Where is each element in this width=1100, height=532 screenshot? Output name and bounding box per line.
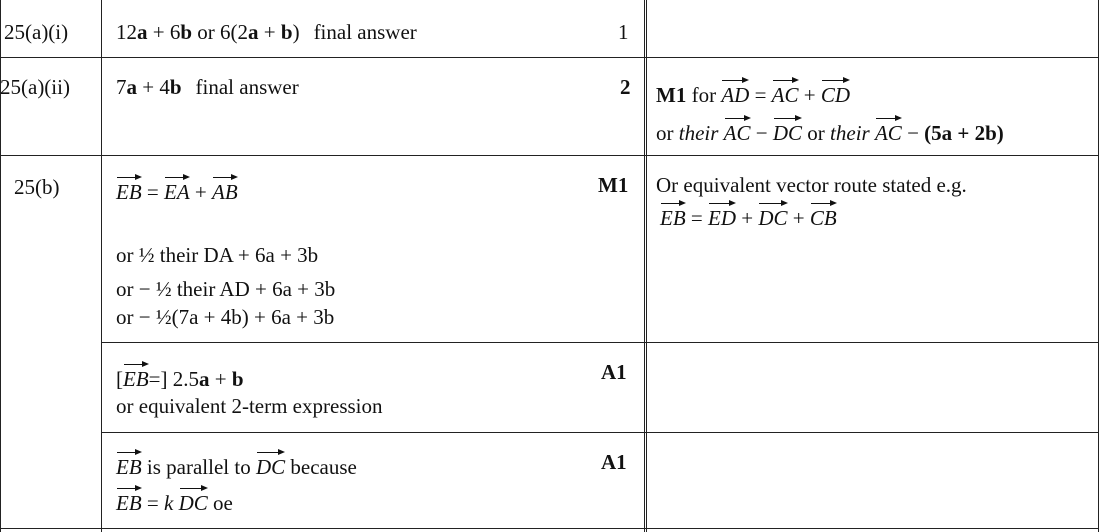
answer-text: EB is parallel to DC because	[116, 450, 357, 478]
vector-CD: CD	[821, 78, 850, 106]
answer-text: or − ½ their AD + 6a + 3b	[116, 277, 336, 301]
marks-value: A1	[601, 450, 627, 474]
vector-EA: EA	[164, 175, 190, 203]
question-number: 25(a)(i)	[4, 20, 69, 44]
table-right-border	[1098, 0, 1099, 532]
row-divider	[101, 432, 1099, 433]
vector-CB: CB	[810, 201, 837, 229]
answer-text: or ½ their DA + 6a + 3b	[116, 243, 319, 267]
vector-DC: DC	[256, 450, 285, 478]
vector-AC: AC	[772, 78, 799, 106]
notes-line: Or equivalent vector route stated e.g.	[656, 173, 967, 197]
vector-EB: EB	[660, 201, 686, 229]
marks-value: M1	[598, 173, 629, 197]
notes-line: or their AC − DC or their AC − (5a + 2b)	[656, 116, 1004, 144]
answer-text: or equivalent 2-term expression	[116, 394, 383, 418]
vector-AB: AB	[212, 175, 238, 203]
vector-EB: EB	[123, 362, 149, 390]
col-divider-marks	[646, 0, 647, 532]
vector-DC: DC	[758, 201, 787, 229]
answer-text: 12a + 6b or 6(2a + b) final answer	[116, 20, 417, 44]
row-divider	[0, 57, 1099, 58]
vector-DC: DC	[773, 116, 802, 144]
vector-EB: EB	[116, 486, 142, 514]
table-bottom-border	[0, 528, 1099, 529]
answer-text: [EB=] 2.5a + b	[116, 362, 244, 390]
vector-DC: DC	[179, 486, 208, 514]
question-number: 25(a)(ii)	[0, 75, 70, 99]
vector-ED: ED	[708, 201, 736, 229]
vector-AC: AC	[875, 116, 902, 144]
answer-text: EB = k DC oe	[116, 486, 233, 514]
row-divider	[101, 342, 1099, 343]
vector-EB: EB	[116, 450, 142, 478]
marks-value: 1	[618, 20, 629, 44]
answer-text: EB = EA + AB	[116, 175, 238, 203]
col-divider-question	[101, 0, 102, 532]
vector-AD: AD	[721, 78, 749, 106]
answer-text: 7a + 4b final answer	[116, 75, 299, 99]
notes-line: EB = ED + DC + CB	[660, 201, 837, 229]
vector-AC: AC	[724, 116, 751, 144]
col-divider-answer	[644, 0, 645, 532]
answer-text: or − ½(7a + 4b) + 6a + 3b	[116, 305, 335, 329]
notes-line: M1 for AD = AC + CD	[656, 78, 850, 106]
marks-value: 2	[620, 75, 631, 99]
question-number: 25(b)	[14, 175, 60, 199]
vector-EB: EB	[116, 175, 142, 203]
row-divider	[0, 155, 1099, 156]
marks-value: A1	[601, 360, 627, 384]
